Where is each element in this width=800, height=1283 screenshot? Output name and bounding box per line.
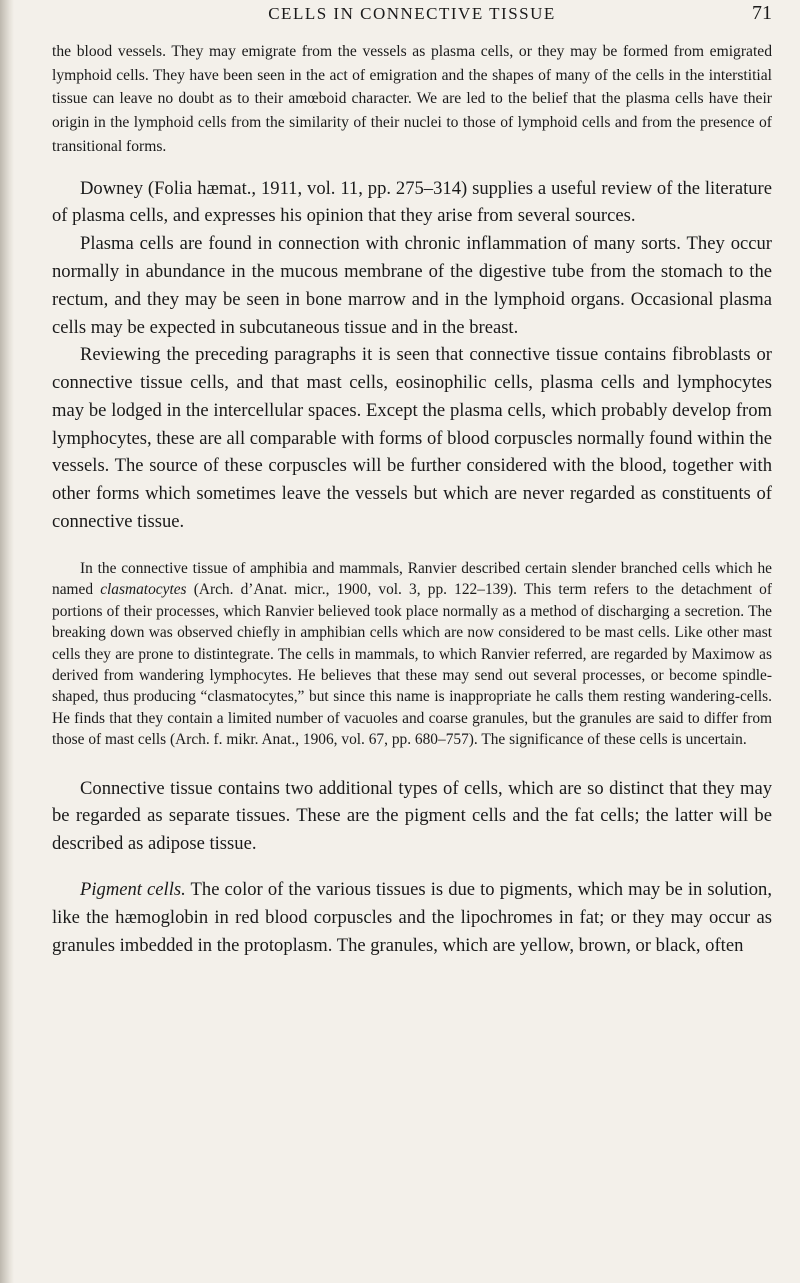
pigment-cells-text: The color of the various tissues is due to pigments, which may be in solution, like the hæmoglobin in red blood corpuscles and the lipochromes in fat; or they may occur as granules imbedded in the protoplasm. The granules, which are yellow, brown, or black, often xyxy=(52,878,772,956)
pigment-cells-heading: Pigment cells. xyxy=(80,878,186,900)
running-head xyxy=(52,0,772,40)
page-binding-shadow xyxy=(0,0,14,1283)
paragraph-downey: Downey (Folia hæmat., 1911, vol. 11, pp. 275–314) supplies a useful review of the literature of plasma cells, and expresses his opinion that they arise from several sources. xyxy=(52,177,772,227)
note-text-start: In the connective tissue of amphibia and mammals, Ranvier described certain slender branched cells which he named xyxy=(52,559,772,599)
note-text-end: (Arch. d’Anat. micr., 1900, vol. 3, pp. 122–139). This term refers to the detachment of portions of their processes, which Ranvier believed took place normally as a method of discharging a secretion. The breaking down was observed chiefly in amphibian cells which are now considered to be mast cells. Like other mast cells they are prone to distintegrate. The cells in mammals, to which Ranvier referred, are regarded by Maximow as derived from wandering lymphocytes. He believes that these may send out several processes, or become spindle-shaped, thus producing “clasmatocytes,” but since this name is inappropriate he calls them resting wandering-cells. He finds that they contain a limited number of vacuoles and coarse granules, but the granules are said to differ from those of mast cells (Arch. f. mikr. Anat., 1906, vol. 67, pp. 680–757). The significance of these cells is uncertain. xyxy=(52,581,773,749)
note-clasmatocytes xyxy=(52,558,772,751)
paragraph-emigration: the blood vessels. They may emigrate from the vessels as plasma cells, or they may be formed from emigrated lymphoid cells. They have been seen in the act of emigration and the shapes of many of the cells in the interstitial tissue can leave no doubt as to their amœboid character. We are led to the belief that the plasma cells have their origin in the lymphoid cells from the similarity of their nuclei to those of lymphoid cells and from the presence of transitional forms. xyxy=(52,43,772,155)
paragraph-additional-types: Connective tissue contains two additional types of cells, which are so distinct that they may be regarded as separate tissues. These are the pigment cells and the fat cells; the latter will be described as adipose tissue. xyxy=(52,777,772,855)
note-term-clasmatocytes: clasmatocytes xyxy=(100,581,187,599)
page-number: 71 xyxy=(752,2,772,24)
paragraph-review: Reviewing the preceding paragraphs it is seen that connective tissue contains fibroblasts or connective tissue cells, and that mast cells, eosinophilic cells, plasma cells and lymphocytes may be lodged in the intercellular spaces. Except the plasma cells, which probably develop from lymphocytes, these are all comparable with forms of blood corpuscles normally found within the vessels. The source of these corpuscles will be further considered with the blood, together with other forms which sometimes leave the vessels but which are never regarded as constituents of connective tissue. xyxy=(52,344,772,533)
book-page xyxy=(52,0,772,959)
paragraph-plasma-cells: Plasma cells are found in connection with chronic inflammation of many sorts. They occur normally in abundance in the mucous membrane of the digestive tube from the stomach to the rectum, and they may be seen in bone marrow and in the lymphoid organs. Occasional plasma cells may be expected in subcutaneous tissue and in the breast. xyxy=(52,233,772,338)
paragraph-pigment-cells xyxy=(52,876,772,959)
running-title: CELLS IN CONNECTIVE TISSUE xyxy=(268,4,556,23)
